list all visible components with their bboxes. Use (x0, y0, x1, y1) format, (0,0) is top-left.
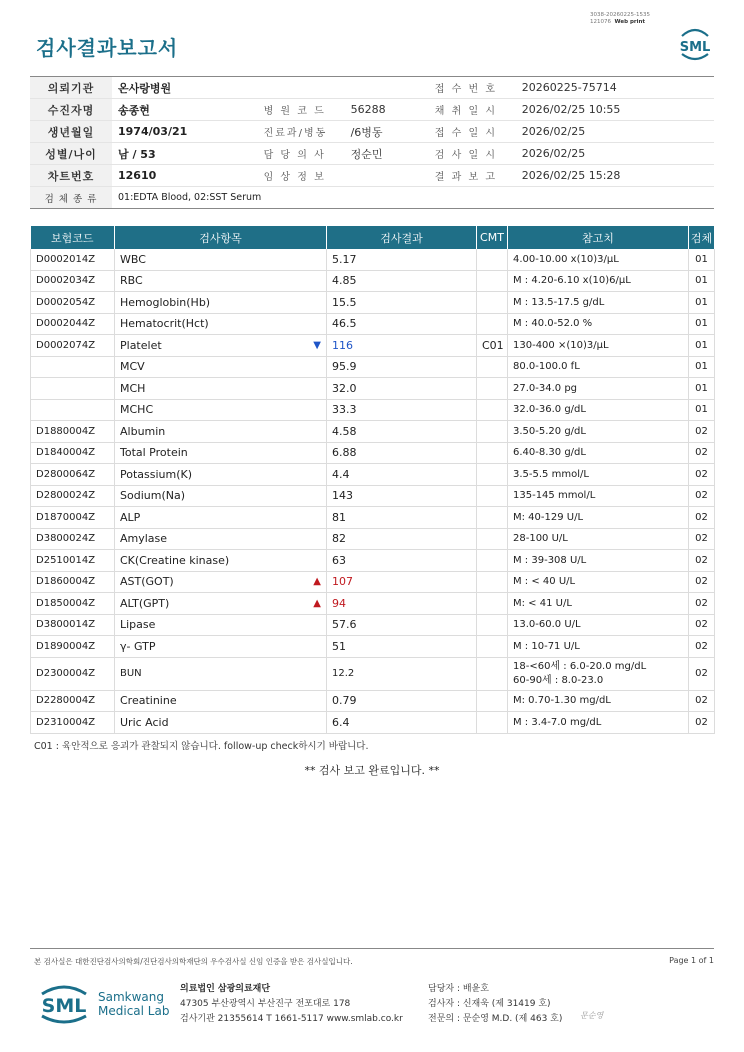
specimen-code: 02 (689, 712, 715, 734)
test-result: 63 (327, 550, 477, 572)
test-item (115, 690, 327, 712)
reference-text: M: 40-129 U/L (513, 511, 584, 523)
reference-text: M: < 41 U/L (513, 597, 572, 609)
org-contact: 검사기관 21355614 T 1661-5117 www.smlab.co.kr (180, 1014, 403, 1024)
test-item-name: γ- GTP (120, 639, 156, 653)
results-body (31, 249, 715, 733)
result-row (31, 571, 715, 593)
info-value: 12610 (112, 165, 258, 187)
reference-text: 27.0-34.0 pg (513, 382, 578, 394)
col-code: 보험코드 (31, 226, 115, 249)
test-item-name: CK(Creatine kinase) (120, 553, 230, 567)
info-label: 접 수 일 시 (429, 121, 516, 143)
info-label: 임 상 정 보 (258, 165, 345, 187)
test-item (115, 270, 327, 292)
test-item (115, 442, 327, 464)
info-label: 차트번호 (30, 165, 112, 187)
test-result: 95.9 (327, 356, 477, 378)
result-row (31, 712, 715, 734)
result-row (31, 399, 715, 421)
report-complete: ** 검사 보고 완료입니다. ** (304, 764, 440, 777)
reference-range (508, 442, 689, 464)
test-item-name: Albumin (120, 424, 166, 438)
reference-text: 13.0-60.0 U/L (513, 619, 581, 631)
test-result: 51 (327, 636, 477, 658)
test-item-name: ALT(GPT) (120, 596, 170, 610)
print-code: 3038-20260225-1535 (590, 12, 650, 18)
reference-range (508, 335, 689, 357)
insurance-code: D1860004Z (31, 571, 115, 593)
insurance-code (31, 399, 115, 421)
insurance-code: D0002044Z (31, 313, 115, 335)
specimen-code: 02 (689, 442, 715, 464)
info-value: 남 / 53 (112, 143, 258, 165)
info-label: 검 체 종 류 (30, 187, 112, 209)
result-row (31, 313, 715, 335)
reference-text: 32.0-36.0 g/dL (513, 404, 586, 416)
result-row (31, 464, 715, 486)
test-result: 4.4 (327, 464, 477, 486)
info-value: 56288 (345, 99, 429, 121)
test-item-name: AST(GOT) (120, 575, 174, 589)
result-row (31, 657, 715, 690)
comment-code (477, 399, 508, 421)
reference-text: M : 40.0-52.0 % (513, 318, 593, 330)
col-result: 검사결과 (327, 226, 477, 249)
specimen-code: 01 (689, 292, 715, 314)
reference-text: 80.0-100.0 fL (513, 361, 580, 373)
test-item (115, 614, 327, 636)
reference-text: 6.40-8.30 g/dL (513, 447, 586, 459)
reference-text: 4.00-10.00 x(10)3/μL (513, 253, 619, 265)
info-row (30, 187, 714, 209)
specimen-code: 02 (689, 636, 715, 658)
test-result: 81 (327, 507, 477, 529)
comment-code: C01 (477, 335, 508, 357)
logo-line2: Medical Lab (98, 1004, 170, 1018)
results-header (31, 226, 715, 249)
print-meta (590, 12, 670, 26)
test-result: 116 (327, 335, 477, 357)
col-item: 검사항목 (115, 226, 327, 249)
comment-code (477, 313, 508, 335)
comment-code (477, 528, 508, 550)
reference-text: M: 0.70-1.30 mg/dL (513, 695, 611, 707)
insurance-code: D3800024Z (31, 528, 115, 550)
test-item (115, 356, 327, 378)
insurance-code: D2280004Z (31, 690, 115, 712)
staff-specialist: 전문의 : 문순영 M.D. (제 463 호) (428, 1014, 563, 1024)
test-item (115, 378, 327, 400)
comment-code (477, 378, 508, 400)
test-item-name: MCH (120, 381, 146, 395)
info-label: 생년월일 (30, 121, 112, 143)
specimen-code: 02 (689, 421, 715, 443)
reference-range (508, 690, 689, 712)
reference-text: M : < 40 U/L (513, 576, 576, 588)
test-item-name: Lipase (120, 618, 156, 632)
col-ref: 참고치 (508, 226, 689, 249)
info-value: 2026/02/25 15:28 (516, 165, 714, 187)
reference-range (508, 378, 689, 400)
test-item-name: Total Protein (120, 446, 188, 460)
comment-note: C01 : 육안적으로 응괴가 관찰되지 않습니다. follow-up check하시기 바랍니다. (34, 741, 369, 752)
info-value: /6병동 (345, 121, 429, 143)
print-id: 121076 (590, 19, 611, 25)
reference-text: 28-100 U/L (513, 533, 568, 545)
info-label: 채 취 일 시 (429, 99, 516, 121)
insurance-code: D1850004Z (31, 593, 115, 615)
info-value: 1974/03/21 (112, 121, 258, 143)
col-cmt: CMT (477, 226, 508, 249)
logo-text: SML (41, 995, 87, 1017)
specimen-code: 01 (689, 270, 715, 292)
test-result: 4.58 (327, 421, 477, 443)
reference-range (508, 550, 689, 572)
test-item-name: ALP (120, 510, 141, 524)
test-item (115, 399, 327, 421)
org-info (180, 982, 403, 1027)
result-row (31, 270, 715, 292)
test-item (115, 485, 327, 507)
reference-text: 130-400 ×(10)3/μL (513, 339, 609, 351)
specimen-code: 01 (689, 335, 715, 357)
test-item (115, 313, 327, 335)
reference-range (508, 356, 689, 378)
staff-info (428, 982, 562, 1027)
test-item (115, 335, 327, 357)
signature: 문순영 (580, 1011, 604, 1020)
test-result: 0.79 (327, 690, 477, 712)
reference-text: M : 39-308 U/L (513, 554, 587, 566)
test-item-name: Hemoglobin(Hb) (120, 295, 211, 309)
test-result: 12.2 (327, 657, 477, 690)
info-value: 2026/02/25 10:55 (516, 99, 714, 121)
comment-code (477, 636, 508, 658)
info-label: 수진자명 (30, 99, 112, 121)
insurance-code: D0002074Z (31, 335, 115, 357)
result-row (31, 378, 715, 400)
result-row (31, 636, 715, 658)
insurance-code: D1890004Z (31, 636, 115, 658)
test-item (115, 636, 327, 658)
info-label (258, 77, 345, 99)
info-value: 20260225-75714 (516, 77, 714, 99)
test-item-name: MCV (120, 360, 145, 374)
info-label: 접 수 번 호 (429, 77, 516, 99)
result-row (31, 421, 715, 443)
insurance-code: D2310004Z (31, 712, 115, 734)
logo-text: SML (679, 40, 711, 55)
reference-range (508, 507, 689, 529)
sml-logo-icon (676, 26, 714, 62)
reference-range (508, 712, 689, 734)
info-value: 정순민 (345, 143, 429, 165)
results-table (30, 226, 715, 734)
insurance-code: D1840004Z (31, 442, 115, 464)
test-result: 94 (327, 593, 477, 615)
reference-range (508, 421, 689, 443)
test-result: 57.6 (327, 614, 477, 636)
reference-range (508, 636, 689, 658)
specimen-code: 01 (689, 249, 715, 270)
print-label: Web print (614, 19, 646, 25)
result-row (31, 690, 715, 712)
reference-text: 3.50-5.20 g/dL (513, 425, 586, 437)
info-label: 의뢰기관 (30, 77, 112, 99)
comment-code (477, 712, 508, 734)
info-row (30, 77, 714, 99)
result-row (31, 249, 715, 270)
test-item-name: BUN (120, 667, 142, 679)
reference-range (508, 528, 689, 550)
test-result: 33.3 (327, 399, 477, 421)
specimen-code: 01 (689, 313, 715, 335)
insurance-code: D2800064Z (31, 464, 115, 486)
triangle-up-icon: ▲ (313, 576, 321, 588)
specimen-code: 02 (689, 528, 715, 550)
test-result: 107 (327, 571, 477, 593)
test-item (115, 421, 327, 443)
specimen-code: 01 (689, 399, 715, 421)
specimen-code: 02 (689, 571, 715, 593)
test-item-name: Platelet (120, 338, 162, 352)
info-value: 온사랑병원 (112, 77, 258, 99)
info-value: 2026/02/25 (516, 143, 714, 165)
result-row (31, 550, 715, 572)
specimen-code: 02 (689, 690, 715, 712)
specimen-code: 01 (689, 356, 715, 378)
info-label: 성별/나이 (30, 143, 112, 165)
patient-info-table (30, 76, 714, 209)
test-item-name: Creatinine (120, 694, 177, 708)
comment-code (477, 249, 508, 270)
insurance-code: D0002054Z (31, 292, 115, 314)
reference-text: 60-90세 : 8.0-23.0 (513, 674, 604, 686)
info-value: 송종현 (112, 99, 258, 121)
test-item (115, 464, 327, 486)
specimen-code: 02 (689, 550, 715, 572)
test-item (115, 550, 327, 572)
reference-text: 18-<60세 : 6.0-20.0 mg/dL (513, 660, 647, 672)
info-label: 담 당 의 사 (258, 143, 345, 165)
reference-range (508, 485, 689, 507)
org-name: 의료법인 삼광의료재단 (180, 984, 271, 994)
specimen-code: 02 (689, 507, 715, 529)
test-result: 82 (327, 528, 477, 550)
result-row (31, 292, 715, 314)
test-item (115, 571, 327, 593)
info-row (30, 143, 714, 165)
insurance-code: D0002034Z (31, 270, 115, 292)
result-row (31, 356, 715, 378)
col-spec: 검체 (689, 226, 715, 249)
test-item-name: Sodium(Na) (120, 489, 185, 503)
comment-code (477, 356, 508, 378)
test-item (115, 593, 327, 615)
specimen-code: 01 (689, 378, 715, 400)
insurance-code: D1880004Z (31, 421, 115, 443)
info-label: 결 과 보 고 (429, 165, 516, 187)
comment-code (477, 421, 508, 443)
info-label: 진료과/병동 (258, 121, 345, 143)
result-row (31, 485, 715, 507)
reference-range (508, 593, 689, 615)
insurance-code: D1870004Z (31, 507, 115, 529)
test-result: 6.4 (327, 712, 477, 734)
reference-range (508, 270, 689, 292)
triangle-down-icon: ▼ (313, 339, 321, 351)
test-result: 143 (327, 485, 477, 507)
insurance-code: D0002014Z (31, 249, 115, 270)
staff-manager: 담당자 : 배윤호 (428, 984, 489, 994)
test-item-name: Amylase (120, 532, 168, 546)
test-result: 6.88 (327, 442, 477, 464)
reference-text: M : 3.4-7.0 mg/dL (513, 716, 602, 728)
reference-text: 135-145 mmol/L (513, 490, 596, 502)
insurance-code: D2510014Z (31, 550, 115, 572)
test-result: 4.85 (327, 270, 477, 292)
comment-code (477, 442, 508, 464)
staff-tester: 검사자 : 신재욱 (제 31419 호) (428, 999, 551, 1009)
test-item-name: Uric Acid (120, 715, 169, 729)
reference-text: M : 4.20-6.10 x(10)6/μL (513, 275, 631, 287)
comment-code (477, 690, 508, 712)
insurance-code (31, 356, 115, 378)
info-row (30, 121, 714, 143)
reference-text: M : 10-71 U/L (513, 640, 580, 652)
comment-code (477, 657, 508, 690)
test-item (115, 657, 327, 690)
result-row (31, 614, 715, 636)
info-value (345, 165, 429, 187)
info-label: 병 원 코 드 (258, 99, 345, 121)
reference-range (508, 313, 689, 335)
test-item-name: WBC (120, 252, 146, 266)
report-title: 검사결과보고서 (36, 36, 179, 60)
specimen-code: 02 (689, 485, 715, 507)
comment-code (477, 485, 508, 507)
comment-code (477, 550, 508, 572)
insurance-code (31, 378, 115, 400)
info-row (30, 99, 714, 121)
sml-logo-icon (36, 982, 92, 1026)
test-result: 15.5 (327, 292, 477, 314)
insurance-code: D2300004Z (31, 657, 115, 690)
info-value: 2026/02/25 (516, 121, 714, 143)
test-item (115, 528, 327, 550)
logo-line1: Samkwang (98, 990, 164, 1004)
reference-text: 3.5-5.5 mmol/L (513, 468, 589, 480)
result-row (31, 507, 715, 529)
test-item-name: Hematocrit(Hct) (120, 317, 209, 331)
info-value (345, 77, 429, 99)
triangle-up-icon: ▲ (313, 597, 321, 609)
test-result: 46.5 (327, 313, 477, 335)
test-result: 5.17 (327, 249, 477, 270)
org-address: 47305 부산광역시 부산진구 전포대로 178 (180, 999, 351, 1009)
specimen-code: 02 (689, 464, 715, 486)
comment-code (477, 464, 508, 486)
test-result: 32.0 (327, 378, 477, 400)
reference-range (508, 464, 689, 486)
reference-range (508, 399, 689, 421)
page-number: Page 1 of 1 (669, 956, 714, 965)
reference-range (508, 249, 689, 270)
info-row (30, 165, 714, 187)
test-item-name: Potassium(K) (120, 467, 193, 481)
reference-text: M : 13.5-17.5 g/dL (513, 296, 605, 308)
footer-divider (30, 948, 714, 949)
specimen-types: 01:EDTA Blood, 02:SST Serum (112, 187, 714, 209)
comment-code (477, 614, 508, 636)
comment-code (477, 571, 508, 593)
test-item-name: RBC (120, 274, 143, 288)
result-row (31, 528, 715, 550)
comment-code (477, 593, 508, 615)
certification-text: 본 검사실은 대한진단검사의학회/진단검사의학재단의 우수검사실 신임 인증을 받은 검사실입니다. (34, 957, 353, 966)
test-item (115, 292, 327, 314)
test-item-name: MCHC (120, 403, 154, 417)
reference-range (508, 571, 689, 593)
specimen-code: 02 (689, 657, 715, 690)
comment-code (477, 270, 508, 292)
sml-footer-logo (36, 982, 169, 1026)
specimen-code: 02 (689, 593, 715, 615)
insurance-code: D3800014Z (31, 614, 115, 636)
comment-code (477, 292, 508, 314)
insurance-code: D2800024Z (31, 485, 115, 507)
reference-range (508, 614, 689, 636)
test-item (115, 507, 327, 529)
test-item (115, 249, 327, 270)
reference-range (508, 292, 689, 314)
comment-code (477, 507, 508, 529)
specimen-code: 02 (689, 614, 715, 636)
result-row (31, 335, 715, 357)
info-label: 검 사 일 시 (429, 143, 516, 165)
test-item (115, 712, 327, 734)
result-row (31, 593, 715, 615)
reference-range (508, 657, 689, 690)
result-row (31, 442, 715, 464)
